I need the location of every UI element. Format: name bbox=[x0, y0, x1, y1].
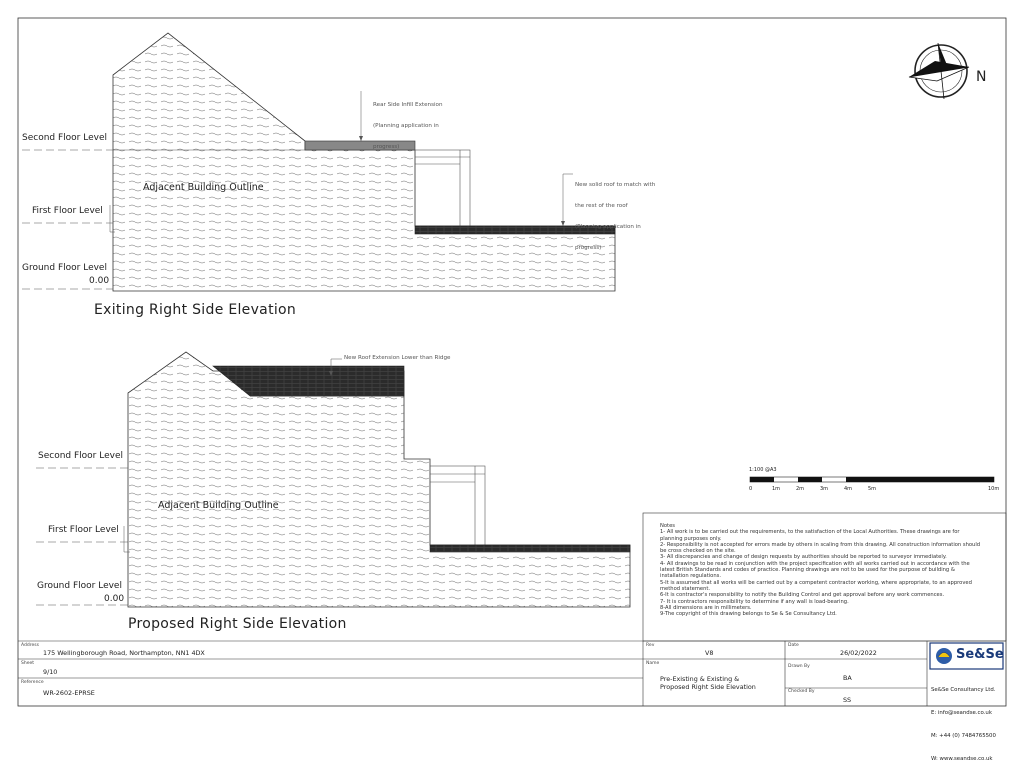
level-second-existing: Second Floor Level bbox=[22, 133, 107, 143]
level-first-proposed: First Floor Level bbox=[48, 525, 119, 535]
scale-tick: 10m bbox=[988, 486, 1000, 492]
reference-label: Reference bbox=[21, 680, 44, 685]
sheet-value: 9/10 bbox=[43, 668, 58, 676]
solid-roof-proposed bbox=[430, 545, 630, 552]
company-details: Se&Se Consultancy Ltd. E: info@seandse.co.uk M: +44 (0) 7484765500 W: www.seandse.co.uk bbox=[931, 687, 996, 762]
rear-frame-proposed bbox=[430, 466, 485, 545]
sheet-label: Sheet bbox=[21, 661, 35, 666]
address-value: 175 Wellingborough Road, Northampton, NN1 4DX bbox=[43, 649, 205, 657]
note-item: 8-All dimensions are in millimeters. bbox=[660, 604, 752, 611]
checked-value: SS bbox=[843, 696, 852, 704]
scale-tick: 0 bbox=[749, 486, 753, 492]
name-line: Pre-Existing & Existing & bbox=[660, 675, 740, 683]
company-logo-text: Se&Se bbox=[956, 647, 1004, 662]
scale-tick: 2m bbox=[796, 486, 805, 492]
notes-block bbox=[660, 523, 982, 617]
north-label: N bbox=[976, 69, 987, 85]
callout-solid-roof: New solid roof to match with the rest of the roof (Planning application in progress) bbox=[575, 182, 656, 251]
note-item: 7- It is contractors responsibility to determine if any wall is load-bearing. bbox=[660, 598, 849, 605]
reference-value: WR-2602-EPRSE bbox=[43, 689, 95, 697]
level-ground-value-proposed: 0.00 bbox=[104, 594, 125, 604]
note-item: 4- All drawings to be read in conjunction with the project specification with all works carried out in accordance with the latest British Standards and codes of practice. Planning drawings are not to be used for the purpose of building & installation regulations. bbox=[660, 560, 970, 580]
adjacent-label-existing: Adjacent Building Outline bbox=[143, 182, 264, 193]
rear-frame-existing bbox=[415, 150, 470, 226]
title-proposed: Proposed Right Side Elevation bbox=[128, 616, 347, 632]
address-label: Address bbox=[21, 643, 39, 648]
note-item: 3- All discrepancies and change of design requests by authorities should be reported to surveyor immediately. bbox=[660, 554, 947, 561]
level-ground-value-existing: 0.00 bbox=[89, 276, 110, 286]
level-first-existing: First Floor Level bbox=[32, 206, 103, 216]
checked-label: Checked By bbox=[788, 689, 815, 694]
scale-title: 1:100 @A3 bbox=[749, 467, 777, 473]
callout-infill: Rear Side Infill Extension (Planning application in progress) bbox=[373, 102, 443, 150]
proposed-elevation bbox=[36, 352, 630, 607]
callout-roof-extension: New Roof Extension Lower than Ridge bbox=[344, 355, 451, 361]
notes-heading: Notes bbox=[660, 523, 675, 529]
level-ground-existing: Ground Floor Level bbox=[22, 263, 107, 273]
date-label: Date bbox=[788, 643, 799, 648]
scale-tick: 1m bbox=[772, 486, 781, 492]
name-label: Name bbox=[646, 661, 660, 666]
date-value: 26/02/2022 bbox=[840, 649, 877, 657]
scale-tick: 4m bbox=[844, 486, 853, 492]
note-item: 5-It is assumed that all works will be carried out by a competent contractor working, where appropriate, to an approved method statement. bbox=[660, 579, 972, 592]
rev-value: V8 bbox=[705, 649, 714, 657]
drawn-label: Drawn By bbox=[788, 664, 810, 669]
level-ground-proposed: Ground Floor Level bbox=[37, 581, 122, 591]
scale-tick: 3m bbox=[820, 486, 829, 492]
adjacent-label-proposed: Adjacent Building Outline bbox=[158, 500, 279, 511]
note-item: 9-The copyright of this drawing belongs to Se & Se Consultancy Ltd. bbox=[660, 611, 837, 618]
level-second-proposed: Second Floor Level bbox=[38, 451, 123, 461]
drawn-value: BA bbox=[843, 674, 852, 682]
note-item: 1- All work is to be carried out the requirements, to the satisfaction of the Local Authorities. These drawings are for planning purposes only. bbox=[660, 529, 960, 542]
existing-elevation bbox=[22, 33, 615, 291]
north-arrow-icon bbox=[909, 43, 969, 99]
rev-label: Rev bbox=[646, 643, 655, 648]
title-existing: Exiting Right Side Elevation bbox=[94, 302, 297, 318]
name-line: Proposed Right Side Elevation bbox=[660, 683, 756, 691]
scale-bar bbox=[750, 477, 994, 482]
scale-tick: 5m bbox=[868, 486, 877, 492]
building-outline-existing bbox=[113, 33, 615, 291]
note-item: 6-It is contractor's responsibility to notify the Building Control and get approval before any work commences. bbox=[660, 592, 945, 599]
note-item: 2- Responsibility is not accepted for errors made by others in scaling from this drawing. All construction information should be cross checked on the site. bbox=[660, 541, 981, 555]
